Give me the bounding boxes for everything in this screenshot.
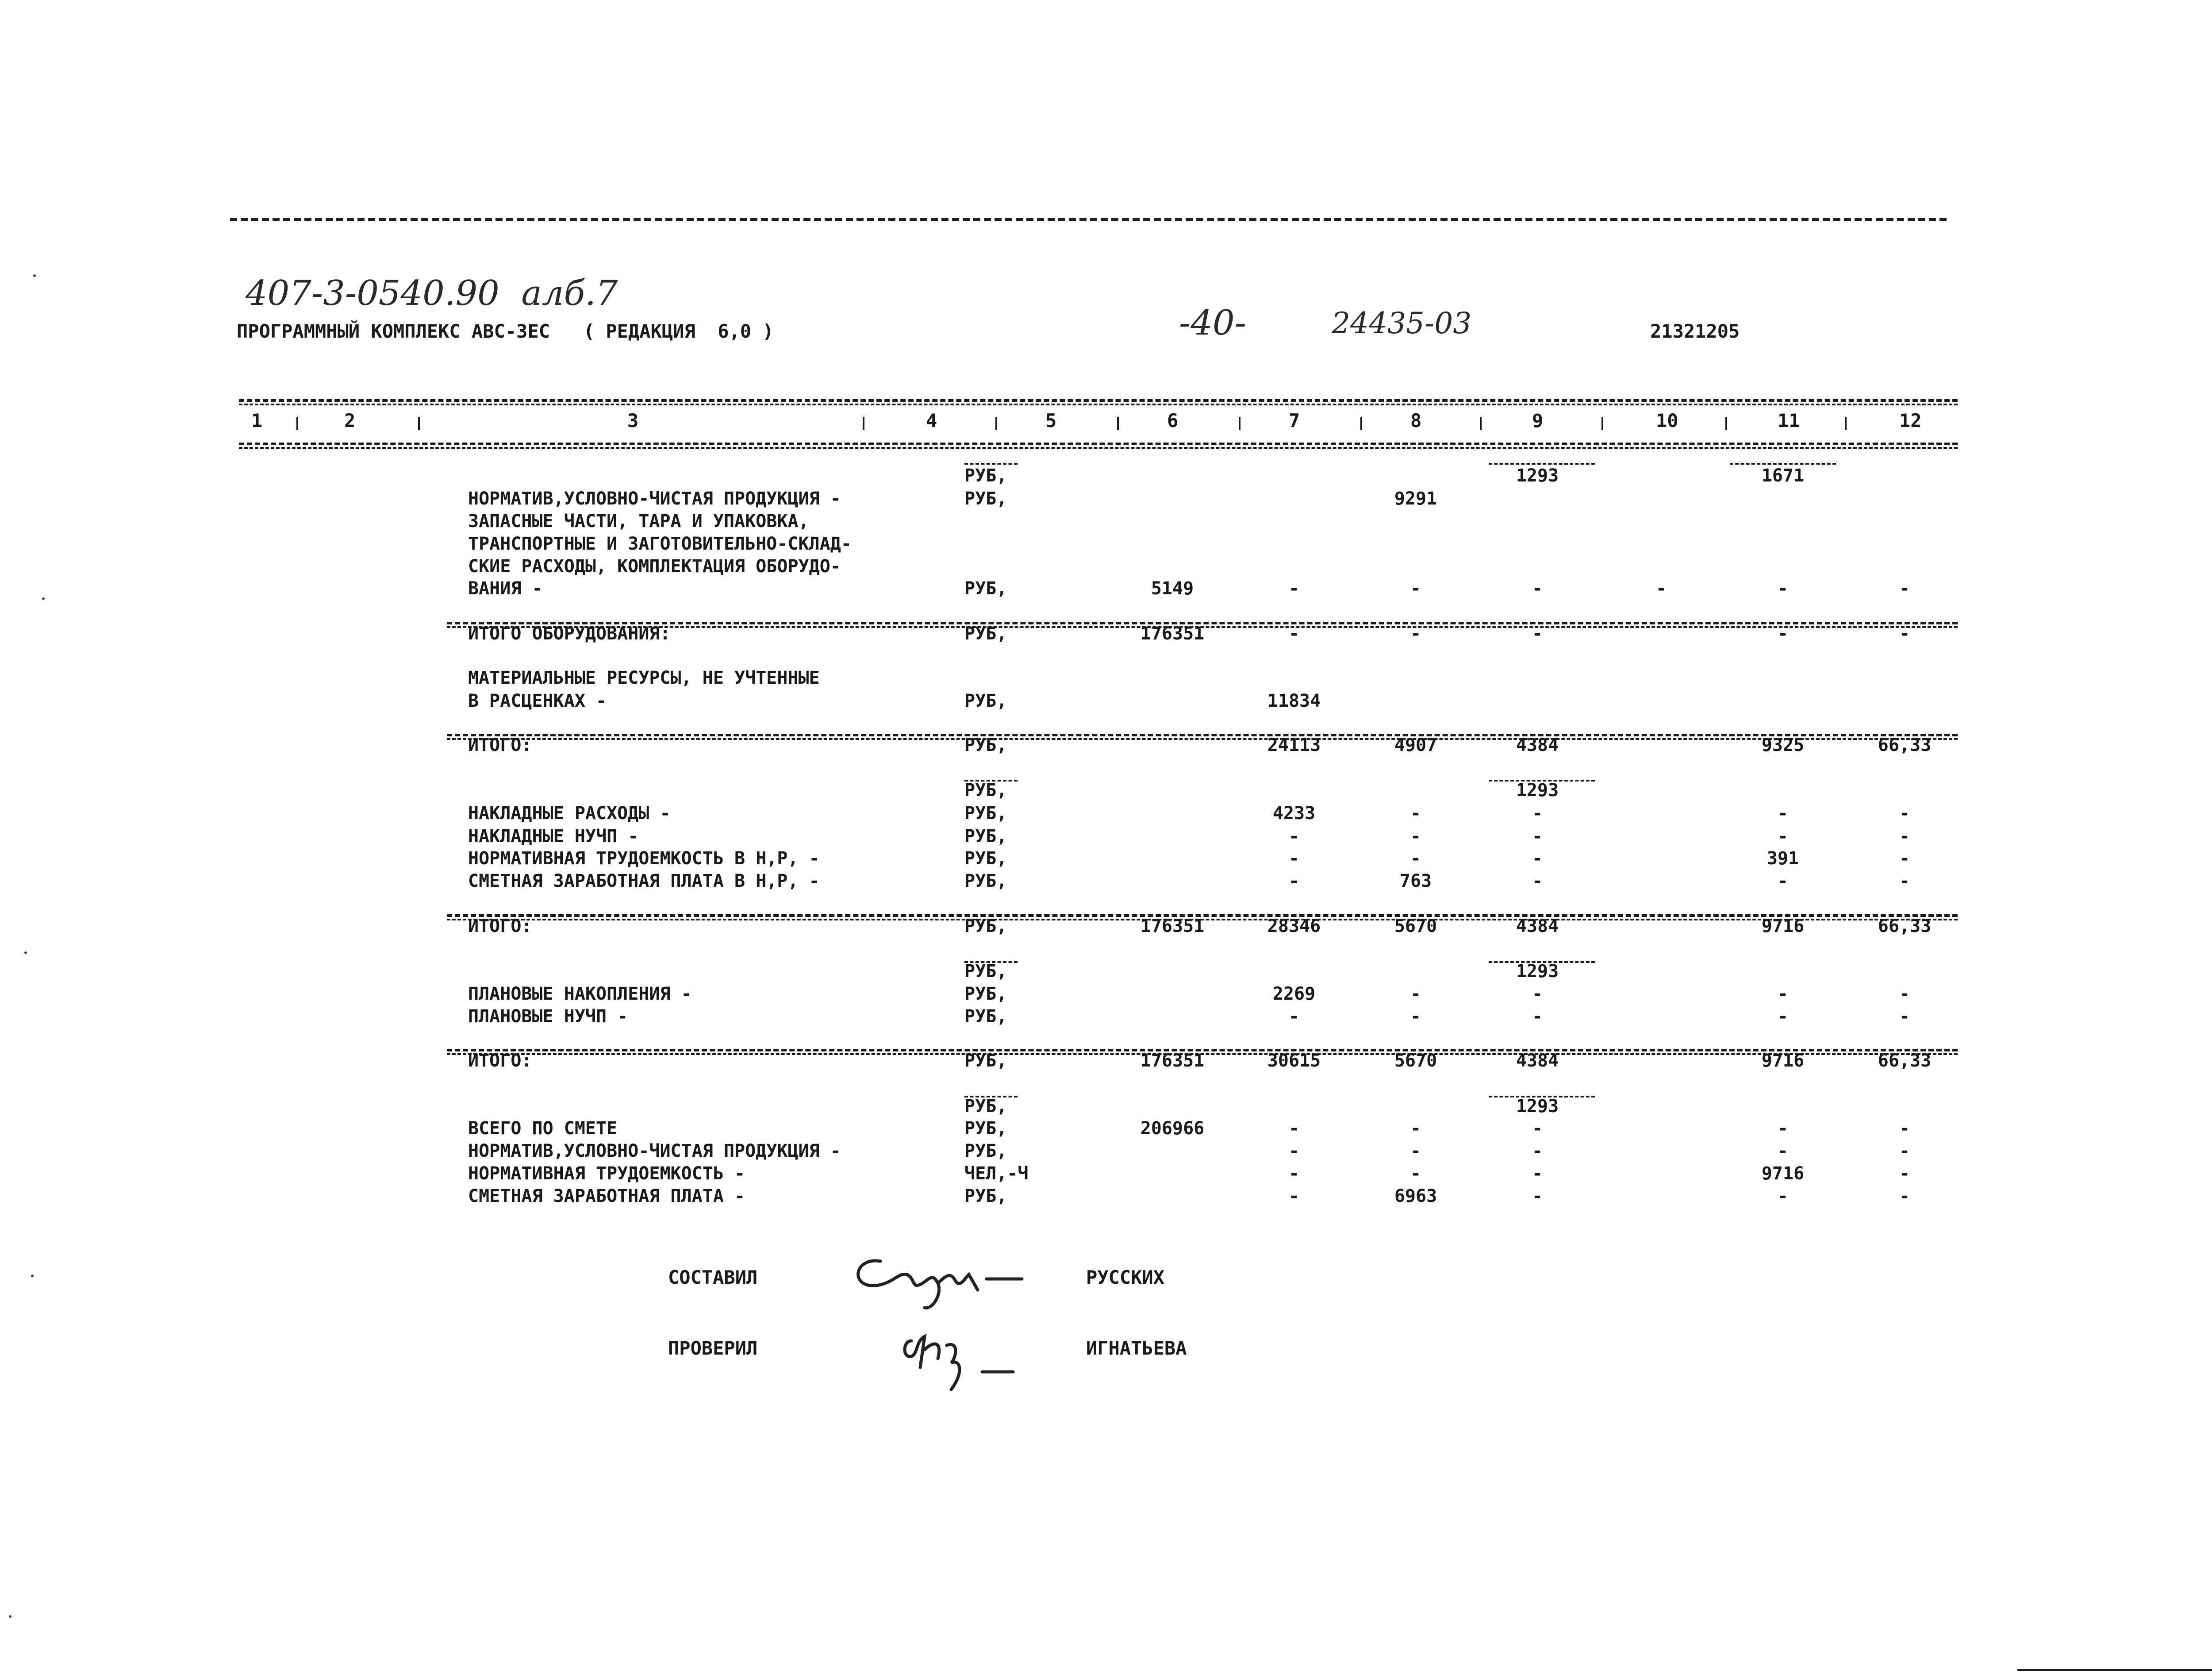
compiled-name: РУССКИХ	[1086, 1267, 1165, 1288]
table-cell-c4: РУБ,	[964, 1118, 1007, 1139]
table-cell-c12: -	[1899, 871, 1910, 891]
table-cell-c11: 9716	[1761, 916, 1805, 936]
section-rule	[447, 914, 1958, 917]
underline-mark	[964, 780, 1018, 782]
table-cell-c12: -	[1899, 826, 1910, 847]
table-cell-c3: НАКЛАДНЫЕ РАСХОДЫ -	[468, 803, 671, 824]
table-cell-c4: РУБ,	[964, 916, 1007, 936]
section-rule	[447, 626, 1958, 628]
table-cell-c8: 4907	[1394, 735, 1437, 755]
underline-mark	[1489, 961, 1595, 963]
table-cell-c8: -	[1410, 1163, 1421, 1184]
table-cell-c7: -	[1288, 848, 1300, 869]
table-cell-c7: -	[1288, 578, 1300, 599]
table-cell-c11: -	[1777, 803, 1789, 824]
table-cell-c9: -	[1532, 578, 1543, 599]
table-cell-c3: ТРАНСПОРТНЫЕ И ЗАГОТОВИТЕЛЬНО-СКЛАД-	[468, 534, 852, 554]
handwritten-code: 407-3-0540.90 алб.7	[246, 273, 618, 313]
table-cell-c7: -	[1288, 1141, 1300, 1161]
column-separator	[863, 417, 864, 430]
column-separator	[1480, 417, 1482, 430]
table-cell-c11: -	[1777, 1141, 1789, 1161]
table-cell-c7: 24113	[1267, 735, 1321, 755]
column-number-5: 5	[1045, 410, 1057, 431]
table-cell-c12: 66,33	[1878, 916, 1932, 936]
column-separator	[995, 417, 997, 430]
table-cell-c7: -	[1288, 1163, 1300, 1184]
table-cell-c4: РУБ,	[964, 691, 1007, 711]
table-cell-c12: -	[1899, 984, 1910, 1004]
scan-speck	[24, 951, 27, 954]
underline-mark	[964, 463, 1018, 465]
table-cell-c12: -	[1899, 1006, 1910, 1027]
table-cell-c12: -	[1899, 624, 1910, 644]
table-cell-c4: РУБ,	[964, 803, 1007, 824]
table-cell-c3: НОРМАТИВ,УСЛОВНО-ЧИСТАЯ ПРОДУКЦИЯ -	[468, 1141, 841, 1161]
table-cell-c11: -	[1777, 624, 1789, 644]
table-cell-c6: 176351	[1140, 916, 1205, 936]
section-rule	[447, 738, 1958, 740]
scan-speck	[42, 597, 45, 600]
table-cell-c7: 2269	[1272, 984, 1316, 1004]
table-cell-c6: 5149	[1151, 578, 1194, 599]
underline-mark	[964, 961, 1018, 963]
header-top-rule	[239, 399, 1958, 402]
table-cell-c12: -	[1899, 1186, 1910, 1206]
table-cell-c7: 30615	[1267, 1051, 1321, 1071]
table-cell-c8: -	[1410, 578, 1421, 599]
table-cell-c3: ИТОГО:	[468, 916, 532, 936]
table-cell-c9: -	[1532, 1006, 1543, 1027]
table-cell-c8: -	[1410, 848, 1421, 869]
table-cell-c8: -	[1410, 1006, 1421, 1027]
checked-name: ИГНАТЬЕВА	[1086, 1337, 1187, 1359]
table-cell-c4: РУБ,	[964, 578, 1007, 599]
table-cell-c9: 4384	[1516, 916, 1559, 936]
table-cell-c8: 5670	[1394, 1051, 1437, 1071]
table-cell-c9: -	[1532, 1141, 1543, 1161]
page-mark: -40-	[1179, 303, 1246, 343]
table-cell-c3: ПЛАНОВЫЕ НАКОПЛЕНИЯ -	[468, 984, 692, 1004]
table-cell-c12: 66,33	[1878, 735, 1932, 755]
table-cell-c11: -	[1777, 871, 1789, 891]
column-separator	[1725, 417, 1727, 430]
signature-checked	[894, 1323, 1026, 1398]
table-cell-c11: -	[1777, 826, 1789, 847]
table-cell-c11: -	[1777, 1006, 1789, 1027]
underline-mark	[1730, 463, 1836, 465]
table-cell-c12: -	[1899, 578, 1910, 599]
table-cell-c7: -	[1288, 1118, 1300, 1139]
column-separator	[1117, 417, 1119, 430]
table-cell-c7: -	[1288, 1186, 1300, 1206]
table-cell-c4: РУБ,	[964, 1141, 1007, 1161]
table-cell-c4: РУБ,	[964, 1096, 1007, 1117]
scan-speck	[9, 1615, 12, 1618]
table-cell-c12: -	[1899, 1118, 1910, 1139]
table-cell-c8: -	[1410, 1141, 1421, 1161]
table-cell-c9: -	[1532, 826, 1543, 847]
table-cell-c3: В РАСЦЕНКАХ -	[468, 691, 607, 711]
table-cell-c11: -	[1777, 578, 1789, 599]
underline-mark	[964, 1096, 1018, 1097]
table-cell-c7: 11834	[1267, 691, 1321, 711]
table-cell-c6: 176351	[1140, 624, 1205, 644]
table-cell-c3: НОРМАТИВ,УСЛОВНО-ЧИСТАЯ ПРОДУКЦИЯ -	[468, 489, 841, 509]
compiled-label: СОСТАВИЛ	[668, 1267, 758, 1288]
table-cell-c4: РУБ,	[964, 489, 1007, 509]
column-number-10: 10	[1656, 410, 1678, 431]
table-cell-c9: 1293	[1516, 1096, 1559, 1117]
column-number-8: 8	[1410, 410, 1422, 431]
table-cell-c4: РУБ,	[964, 735, 1007, 755]
table-cell-c7: -	[1288, 624, 1300, 644]
table-cell-c8: -	[1410, 803, 1421, 824]
table-cell-c3: ВСЕГО ПО СМЕТЕ	[468, 1118, 618, 1139]
table-cell-c11: 9716	[1761, 1051, 1805, 1071]
table-cell-c12: 66,33	[1878, 1051, 1932, 1071]
table-cell-c9: 1293	[1516, 466, 1559, 486]
table-cell-c8: -	[1410, 984, 1421, 1004]
table-cell-c12: -	[1899, 1163, 1910, 1184]
table-cell-c3: ИТОГО:	[468, 735, 532, 755]
table-cell-c3: ИТОГО:	[468, 1051, 532, 1071]
column-number-1: 1	[251, 410, 263, 431]
table-cell-c3: СКИЕ РАСХОДЫ, КОМПЛЕКТАЦИЯ ОБОРУДО-	[468, 556, 841, 577]
underline-mark	[1489, 463, 1595, 465]
table-cell-c7: -	[1288, 826, 1300, 847]
table-cell-c11: 391	[1767, 848, 1799, 869]
signature-compiled	[845, 1248, 1031, 1314]
table-cell-c7: 4233	[1272, 803, 1316, 824]
header-bottom-rule-2	[239, 447, 1958, 449]
table-cell-c8: -	[1410, 1118, 1421, 1139]
table-cell-c11: 9325	[1761, 735, 1805, 755]
table-cell-c6: 206966	[1140, 1118, 1205, 1139]
table-cell-c3: СМЕТНАЯ ЗАРАБОТНАЯ ПЛАТА В Н,Р, -	[468, 871, 820, 891]
table-cell-c9: 1293	[1516, 780, 1559, 801]
table-cell-c9: -	[1532, 624, 1543, 644]
column-separator	[1239, 417, 1240, 430]
section-rule	[447, 1053, 1958, 1055]
underline-mark	[1489, 1096, 1595, 1097]
table-cell-c11: -	[1777, 1118, 1789, 1139]
section-rule	[447, 1049, 1958, 1051]
table-cell-c11: -	[1777, 1186, 1789, 1206]
table-cell-c9: 4384	[1516, 1051, 1559, 1071]
table-cell-c7: 28346	[1267, 916, 1321, 936]
column-number-12: 12	[1899, 410, 1922, 431]
table-cell-c9: 1293	[1516, 961, 1559, 982]
table-cell-c4: РУБ,	[964, 624, 1007, 644]
scan-speck	[31, 1274, 34, 1277]
table-cell-c3: СМЕТНАЯ ЗАРАБОТНАЯ ПЛАТА -	[468, 1186, 745, 1206]
table-cell-c4: РУБ,	[964, 984, 1007, 1004]
table-cell-c12: -	[1899, 848, 1910, 869]
column-number-4: 4	[926, 410, 937, 431]
table-cell-c9: -	[1532, 848, 1543, 869]
underline-mark	[1489, 780, 1595, 782]
column-separator	[418, 417, 420, 430]
column-number-9: 9	[1532, 410, 1544, 431]
table-cell-c3: НАКЛАДНЫЕ НУЧП -	[468, 826, 639, 847]
table-cell-c3: ВАНИЯ -	[468, 578, 543, 599]
table-cell-c4: РУБ,	[964, 871, 1007, 891]
table-cell-c4: ЧЕЛ,-Ч	[964, 1163, 1029, 1184]
column-number-11: 11	[1778, 410, 1800, 431]
table-cell-c9: -	[1532, 871, 1543, 891]
table-cell-c4: РУБ,	[964, 1051, 1007, 1071]
table-cell-c11: 9716	[1761, 1163, 1805, 1184]
table-cell-c9: 4384	[1516, 735, 1559, 755]
top-perforation-line	[230, 218, 1947, 221]
table-cell-c11: -	[1777, 984, 1789, 1004]
table-cell-c3: ИТОГО ОБОРУДОВАНИЯ:	[468, 624, 671, 644]
section-rule	[447, 734, 1958, 736]
section-rule	[447, 622, 1958, 624]
scan-edge-line	[2017, 1669, 2212, 1671]
column-number-6: 6	[1167, 410, 1179, 431]
program-line: ПРОГРАММНЫЙ КОМПЛЕКС АВС-3ЕС ( РЕДАКЦИЯ 6,0 )	[237, 320, 774, 342]
table-cell-c7: -	[1288, 1006, 1300, 1027]
table-cell-c4: РУБ,	[964, 826, 1007, 847]
column-number-7: 7	[1289, 410, 1300, 431]
doc-number: 21321205	[1650, 320, 1740, 342]
table-cell-c8: 9291	[1394, 489, 1437, 509]
table-cell-c9: -	[1532, 1118, 1543, 1139]
table-cell-c12: -	[1899, 1141, 1910, 1161]
table-cell-c4: РУБ,	[964, 1186, 1007, 1206]
table-cell-c6: 176351	[1140, 1051, 1205, 1071]
column-number-3: 3	[627, 410, 639, 431]
column-separator	[1845, 417, 1847, 430]
handwritten-ref: 24435-03	[1332, 306, 1472, 340]
table-cell-c8: 763	[1399, 871, 1432, 891]
table-cell-c8: -	[1410, 624, 1421, 644]
table-cell-c4: РУБ,	[964, 848, 1007, 869]
table-cell-c4: РУБ,	[964, 466, 1007, 486]
column-separator	[1360, 417, 1362, 430]
column-separator	[1601, 417, 1603, 430]
table-cell-c3: ЗАПАСНЫЕ ЧАСТИ, ТАРА И УПАКОВКА,	[468, 511, 809, 531]
table-cell-c3: ПЛАНОВЫЕ НУЧП -	[468, 1006, 628, 1027]
header-top-rule-2	[239, 404, 1958, 405]
table-cell-c8: -	[1410, 826, 1421, 847]
scan-speck	[33, 274, 36, 277]
table-cell-c3: НОРМАТИВНАЯ ТРУДОЕМКОСТЬ -	[468, 1163, 745, 1184]
table-cell-c9: -	[1532, 1163, 1543, 1184]
table-cell-c8: 5670	[1394, 916, 1437, 936]
table-cell-c7: -	[1288, 871, 1300, 891]
table-cell-c3: МАТЕРИАЛЬНЫЕ РЕСУРСЫ, НЕ УЧТЕННЫЕ	[468, 668, 820, 688]
checked-label: ПРОВЕРИЛ	[668, 1337, 758, 1359]
header-bottom-rule	[239, 443, 1958, 445]
table-cell-c4: РУБ,	[964, 961, 1007, 982]
table-cell-c3: НОРМАТИВНАЯ ТРУДОЕМКОСТЬ В Н,Р, -	[468, 848, 820, 869]
table-cell-c4: РУБ,	[964, 1006, 1007, 1027]
table-cell-c10: -	[1655, 578, 1667, 599]
table-cell-c12: -	[1899, 803, 1910, 824]
table-cell-c9: -	[1532, 803, 1543, 824]
column-separator	[296, 417, 298, 430]
column-number-2: 2	[344, 410, 356, 431]
table-cell-c11: 1671	[1761, 466, 1805, 486]
table-cell-c8: 6963	[1394, 1186, 1437, 1206]
section-rule	[447, 919, 1958, 920]
table-cell-c4: РУБ,	[964, 780, 1007, 801]
table-cell-c9: -	[1532, 1186, 1543, 1206]
table-cell-c9: -	[1532, 984, 1543, 1004]
